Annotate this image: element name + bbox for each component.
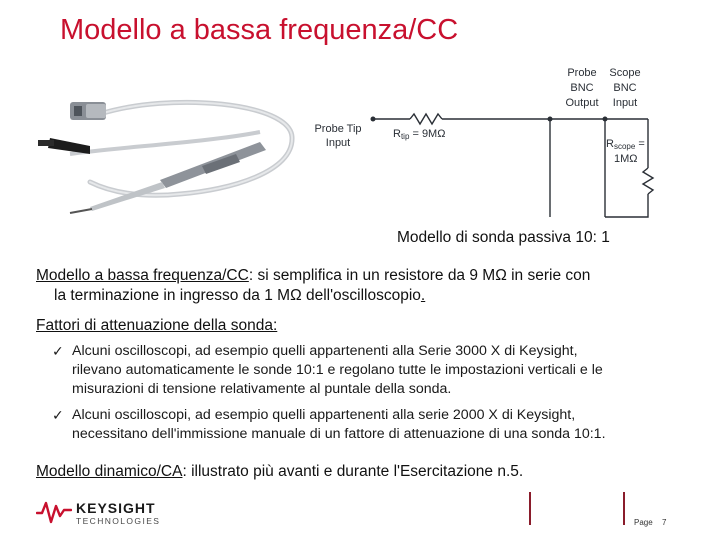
svg-text:Rscope =: Rscope =	[606, 138, 645, 151]
svg-text:Scope: Scope	[609, 67, 641, 79]
svg-text:Output: Output	[565, 97, 599, 109]
paragraph2-label: Fattori di attenuazione della sonda:	[36, 317, 278, 334]
scope-bnc-node	[603, 117, 608, 122]
checkmark-icon: ✓	[52, 407, 64, 423]
bullet-item	[52, 406, 690, 444]
svg-text:Probe: Probe	[567, 67, 597, 79]
keysight-wave-icon	[36, 500, 72, 524]
paragraph1-label: Modello a bassa frequenza/CC	[36, 267, 249, 284]
paragraph-dynamic-model	[36, 462, 690, 482]
bullet-line: misurazioni di tensione relativamente al puntale della sonda.	[72, 381, 452, 397]
bullet-line: rilevano automaticamente le sonde 10:1 e regolano tutte le impostazioni verticali e le	[72, 362, 603, 378]
passive-probe-image	[30, 82, 305, 217]
footer-divider	[623, 492, 625, 525]
paragraph1-end: .	[420, 287, 426, 304]
wire-right-ground	[605, 194, 648, 217]
paragraph1-text2: la terminazione in ingresso da 1 MΩ dell'oscilloscopio	[54, 287, 421, 304]
bullet-item	[52, 342, 690, 399]
page-label: Page	[634, 518, 653, 527]
svg-text:1MΩ: 1MΩ	[614, 153, 638, 165]
logo-subtitle: TECHNOLOGIES	[76, 516, 161, 526]
paragraph1-text1: : si semplifica in un resistore da 9 MΩ in serie con	[248, 267, 591, 284]
svg-text:BNC: BNC	[613, 82, 637, 94]
checkmark-icon: ✓	[52, 343, 64, 359]
probe-bnc-node	[548, 117, 553, 122]
bullet-line: Alcuni oscilloscopi, ad esempio quelli appartenenti alla serie 2000 X di Keysight,	[72, 407, 576, 423]
svg-text:Input: Input	[325, 137, 351, 149]
probe-bnc-output-label	[565, 67, 598, 109]
paragraph-attenuation	[36, 316, 690, 336]
probe-tip-input-label	[314, 123, 361, 149]
bullet-line: Alcuni oscilloscopi, ad esempio quelli appartenenti alla Serie 3000 X di Keysight,	[72, 343, 578, 359]
paragraph-low-frequency	[36, 266, 690, 306]
svg-text:Probe Tip: Probe Tip	[314, 123, 362, 135]
figure-caption: Modello di sonda passiva 10: 1	[397, 229, 610, 246]
r-scope-resistor	[643, 168, 653, 194]
scope-bnc-input-label	[609, 67, 640, 109]
keysight-logo	[36, 500, 161, 529]
logo-name: KEYSIGHT	[76, 500, 156, 516]
r-scope-label	[606, 138, 645, 165]
slide-title: Modello a bassa frequenza/CC	[60, 14, 459, 46]
svg-text:Input: Input	[612, 97, 638, 109]
paragraph3-label: Modello dinamico/CA	[36, 463, 183, 480]
page-number: 7	[662, 518, 667, 527]
svg-text:BNC: BNC	[570, 82, 594, 94]
footer-divider	[529, 492, 531, 525]
bullet-line: necessitano dell'immissione manuale di un fattore di attenuazione di una sonda 10:1.	[72, 426, 606, 442]
svg-text:Rtip = 9MΩ: Rtip = 9MΩ	[393, 128, 446, 141]
r-tip-label	[393, 128, 445, 141]
probe-schematic	[310, 60, 670, 225]
probe-tip-node	[371, 117, 376, 122]
r-tip-resistor	[410, 114, 442, 124]
paragraph3-text: : illustrato più avanti e durante l'Esercitazione n.5.	[182, 463, 524, 480]
